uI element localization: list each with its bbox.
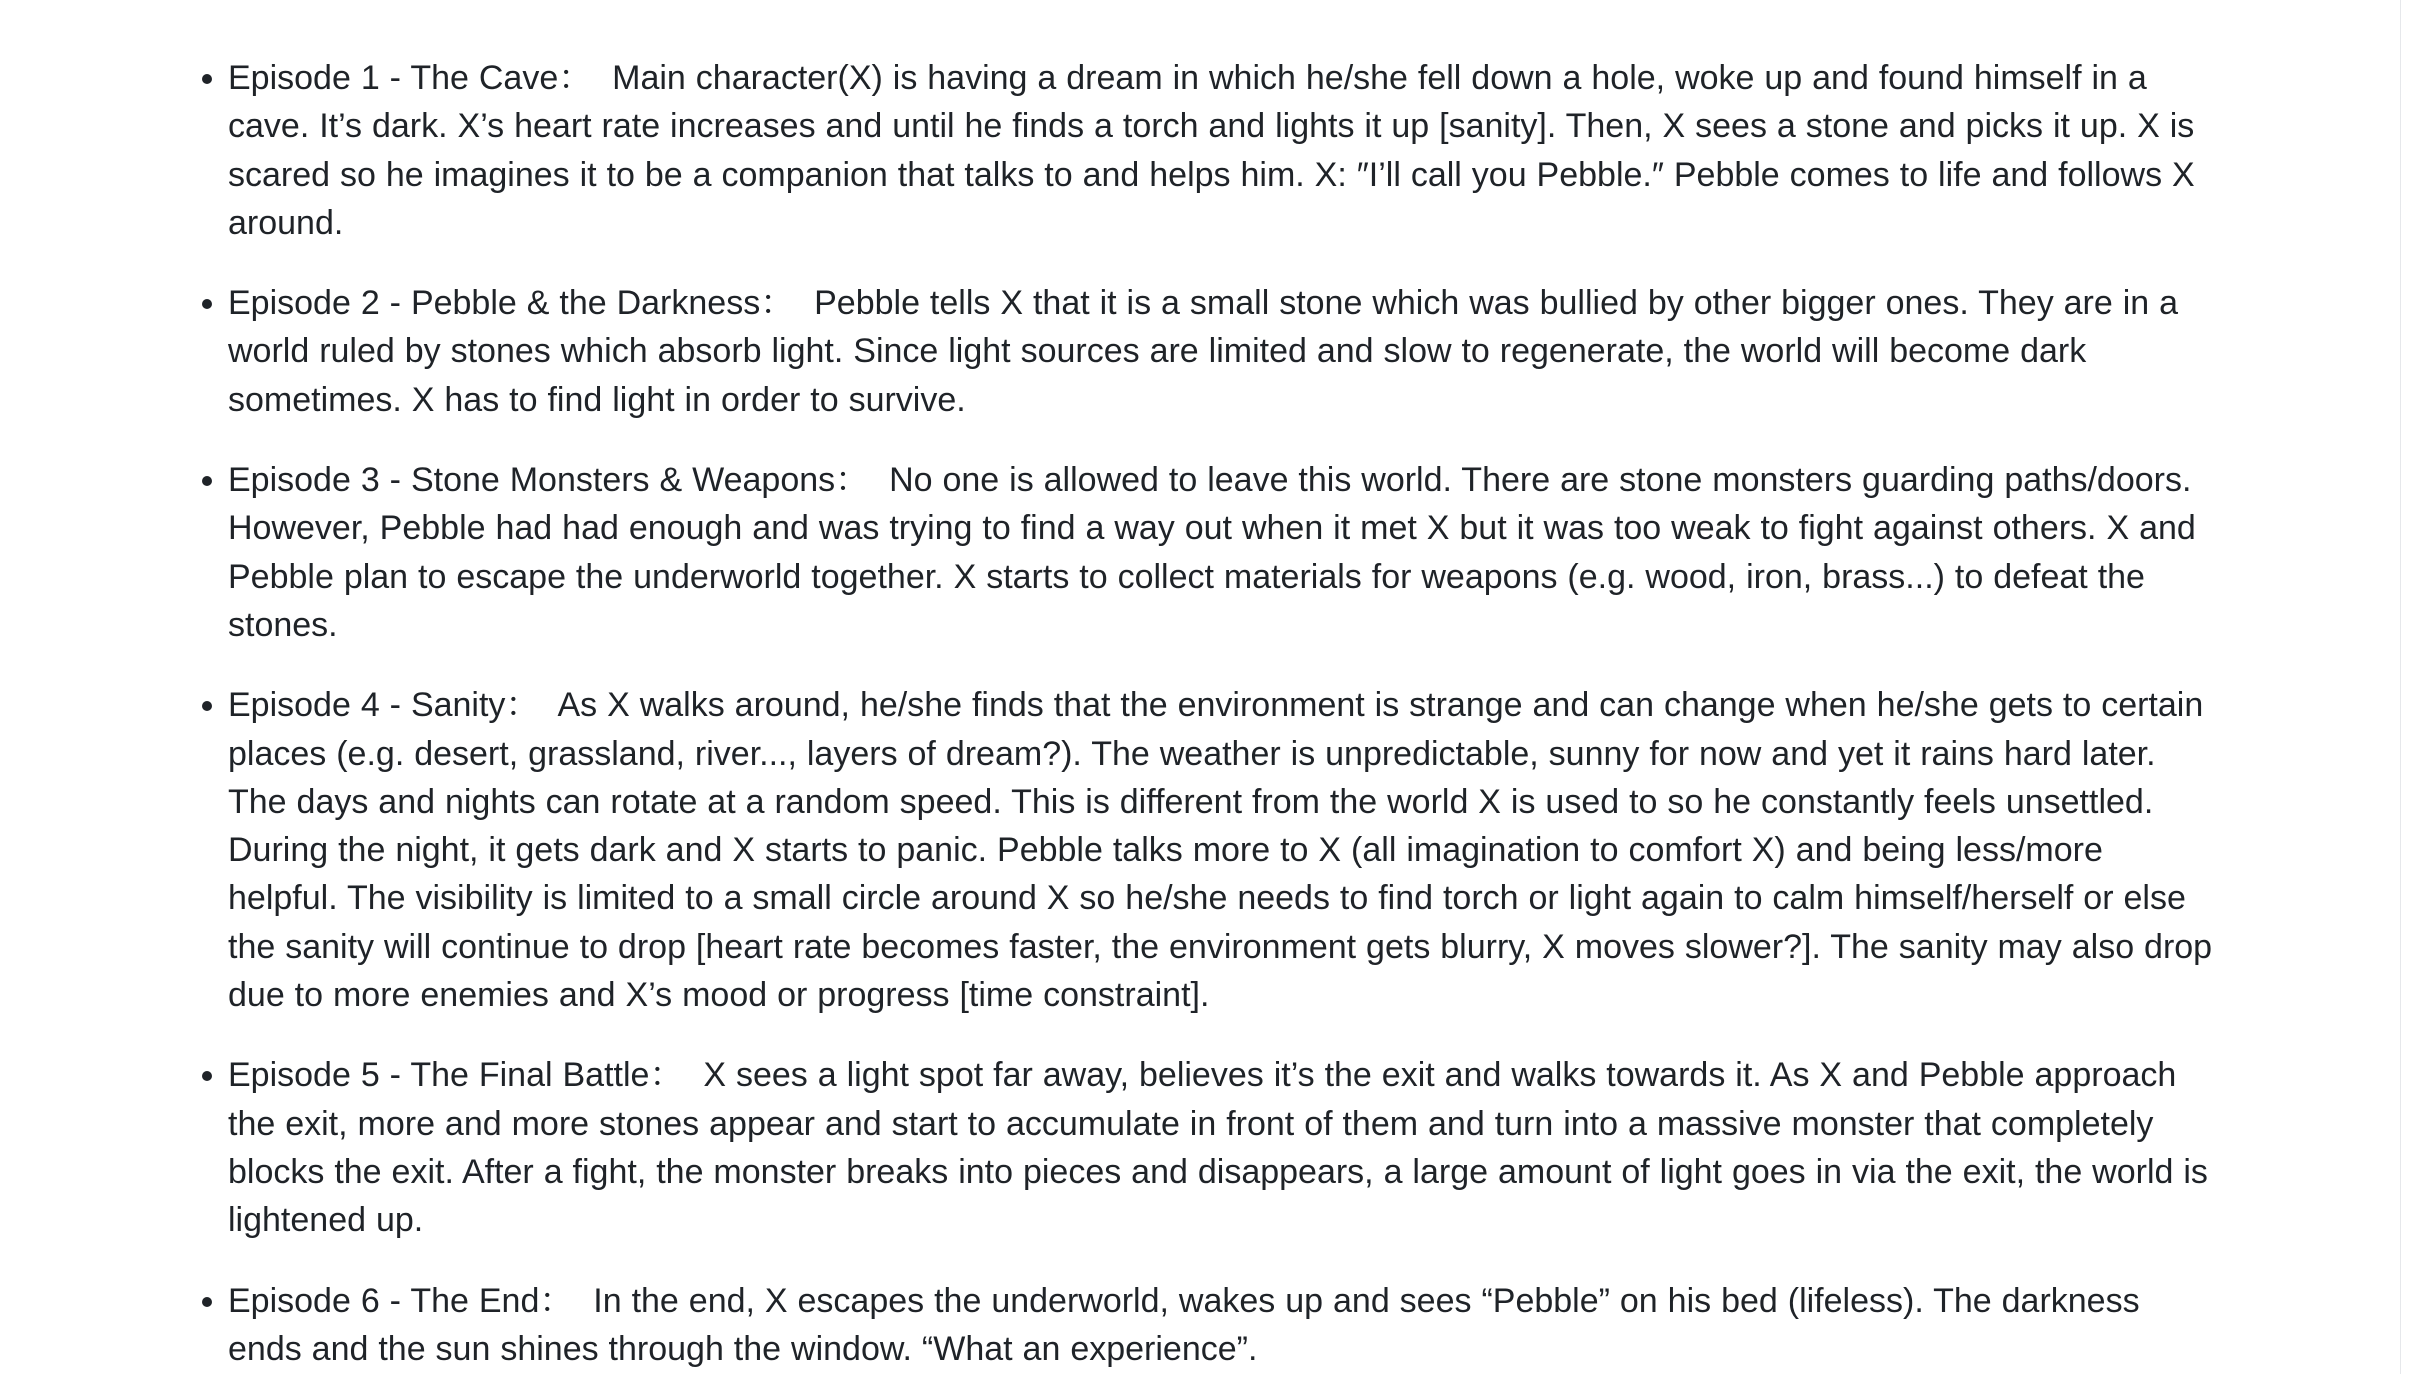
episode-title: Episode 6 - The End (228, 1281, 540, 1320)
episode-list (228, 54, 2213, 1374)
title-separator: ： (539, 1281, 594, 1320)
episode-body: Main character(X) is having a dream in which he/she fell down a hole, woke up and found himself in a cave. It’s dark. X’s heart rate increases and until he finds a torch and lights it up [sanity]. Then, X sees a stone and picks it up. X is scared so he imagines it to be a companion that talks to and helps him. X: ″I’ll call you Pebble.″ Pebble comes to life and follows X around. (228, 59, 2195, 242)
episode-title: Episode 5 - The Final Battle (228, 1056, 650, 1095)
list-item (228, 456, 2213, 649)
title-separator: ： (558, 59, 613, 97)
episode-body: As X walks around, he/she finds that the environment is strange and can change when he/she gets to certain places (e.g. desert, grassland, river..., layers of dream?). The weather is unpredictable, sunny for now and yet it rains hard later. The days and nights can rotate at a random speed. This is different from the world X is used to so he constantly feels unsettled. During the night, it gets dark and X starts to panic. Pebble talks more to X (all imagination to comfort X) and being less/more helpful. The visibility is limited to a small circle around X so he/she needs to find torch or light again to calm himself/herself or else the sanity will continue to drop [heart rate becomes faster, the environment gets blurry, X moves slower?]. The sanity may also drop due to more enemies and X’s mood or progress [time constraint]. (228, 686, 2213, 1015)
title-separator: ： (505, 686, 558, 725)
list-item (228, 1277, 2213, 1374)
title-separator: ： (835, 461, 890, 500)
episode-body: In the end, X escapes the underworld, wakes up and sees “Pebble” on his bed (lifeless). The darkness ends and the sun shines through the window. “What an experience”. (228, 1281, 2140, 1368)
list-item (228, 1051, 2213, 1244)
episode-title: Episode 3 - Stone Monsters & Weapons (228, 461, 836, 500)
episode-title: Episode 2 - Pebble & the Darkness (228, 284, 761, 323)
title-separator: ： (760, 284, 815, 323)
episode-body: Pebble tells X that it is a small stone which was bullied by other bigger ones. They are in a world ruled by stones which absorb light. Since light sources are limited and slow to regenerate, the world will become dark sometimes. X has to find light in order to survive. (228, 284, 2179, 419)
episode-body: X sees a light spot far away, believes it’s the exit and walks towards it. As X and Pebble approach the exit, more and more stones appear and start to accumulate in front of them and turn into a massive monster that completely blocks the exit. After a fight, the monster breaks into pieces and disappears, a large amount of light goes in via the exit, the world is lightened up. (228, 1056, 2208, 1240)
episode-body: No one is allowed to leave this world. There are stone monsters guarding paths/doors. However, Pebble had had enough and was trying to find a way out when it met X but it was too weak to fight against others. X and Pebble plan to escape the underworld together. X starts to collect materials for weapons (e.g. wood, iron, brass...) to defeat the stones. (228, 461, 2196, 644)
scrollbar-track[interactable] (2400, 0, 2401, 1374)
list-item (228, 279, 2213, 424)
list-item (228, 54, 2213, 247)
episode-title: Episode 1 - The Cave (228, 59, 559, 97)
list-item (228, 681, 2213, 1019)
episode-title: Episode 4 - Sanity (228, 686, 506, 725)
title-separator: ： (649, 1056, 704, 1095)
